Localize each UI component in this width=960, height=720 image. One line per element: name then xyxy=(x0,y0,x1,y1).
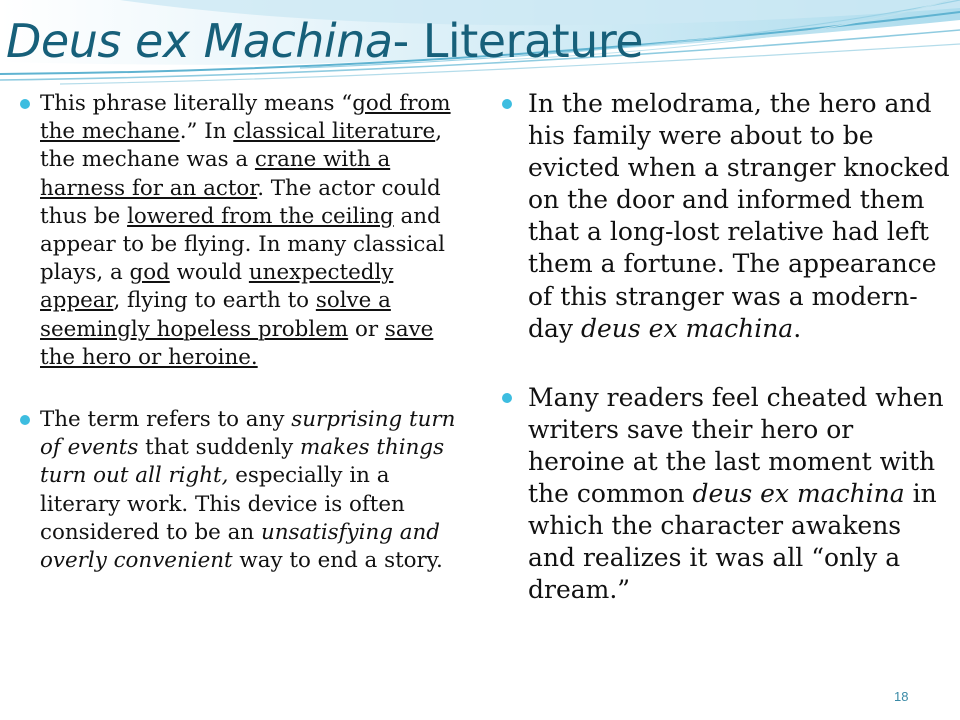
underlined-phrase: god from the mechane xyxy=(40,91,451,145)
underlined-phrase: lowered from the ceiling xyxy=(127,203,394,229)
bullet-text: would xyxy=(169,260,249,286)
bullet-text: and appear to be flying. In many classical plays, a xyxy=(40,203,445,286)
bullet-text: . xyxy=(793,313,802,343)
bullet-text: or xyxy=(348,316,385,342)
italic-phrase: unsatisfying and overly convenient xyxy=(40,519,440,574)
bullet-text: . The actor could thus be xyxy=(40,175,441,229)
underlined-phrase: unexpectedly appear xyxy=(40,260,394,314)
bullet-melodrama xyxy=(500,88,952,345)
underlined-phrase: crane with a harness for an actor xyxy=(40,147,391,201)
bullet-dot-icon xyxy=(20,415,30,425)
bullet-dot-icon xyxy=(502,393,512,403)
slide-title-suffix: - Literature xyxy=(392,14,644,68)
bullet-text: , the mechane was a xyxy=(40,119,443,173)
italic-phrase: deus ex machina xyxy=(580,313,794,343)
page-number: 18 xyxy=(894,689,909,704)
bullet-text: Many readers feel cheated when writers save their hero or heroine at the last moment with the common xyxy=(528,382,944,509)
underlined-phrase: solve a seemingly hopeless problem xyxy=(40,288,391,342)
bullet-text: In the melodrama, the hero and his family were about to be evicted when a stranger knocked on the door and informed them that a long-lost relative had left them a fortune. The appearance of this stranger was a modern-day xyxy=(528,89,950,343)
italic-phrase: deus ex machina xyxy=(692,479,905,509)
bullet-definition xyxy=(18,90,462,372)
underlined-phrase: classical literature xyxy=(233,119,436,145)
bullet-dot-icon xyxy=(502,99,512,109)
bullet-text: way to end a story. xyxy=(232,548,443,574)
underlined-phrase: save the hero or heroine. xyxy=(40,316,434,370)
underlined-phrase: god xyxy=(129,260,170,286)
right-column xyxy=(500,88,952,606)
bullet-text: The term refers to any xyxy=(40,407,292,433)
bullet-text: This phrase literally means “ xyxy=(40,91,353,116)
italic-phrase: surprising turn of events xyxy=(40,407,456,461)
left-column xyxy=(18,90,462,575)
bullet-text: that suddenly xyxy=(138,435,300,461)
italic-phrase: makes things turn out all right, xyxy=(40,435,445,489)
bullet-term-meaning xyxy=(18,406,462,575)
bullet-text: .” In xyxy=(179,119,234,145)
slide-title-main: Deus ex Machina xyxy=(6,14,393,68)
bullet-text: , flying to earth to xyxy=(113,288,316,314)
bullet-readers-cheated xyxy=(500,382,952,607)
bullet-text: in which the character awakens and realizes it was all “only a dream.” xyxy=(528,479,937,605)
bullet-dot-icon xyxy=(20,99,30,109)
bullet-text: especially in a literary work. This device is often considered to be an xyxy=(40,463,405,545)
slide-title xyxy=(6,14,643,68)
